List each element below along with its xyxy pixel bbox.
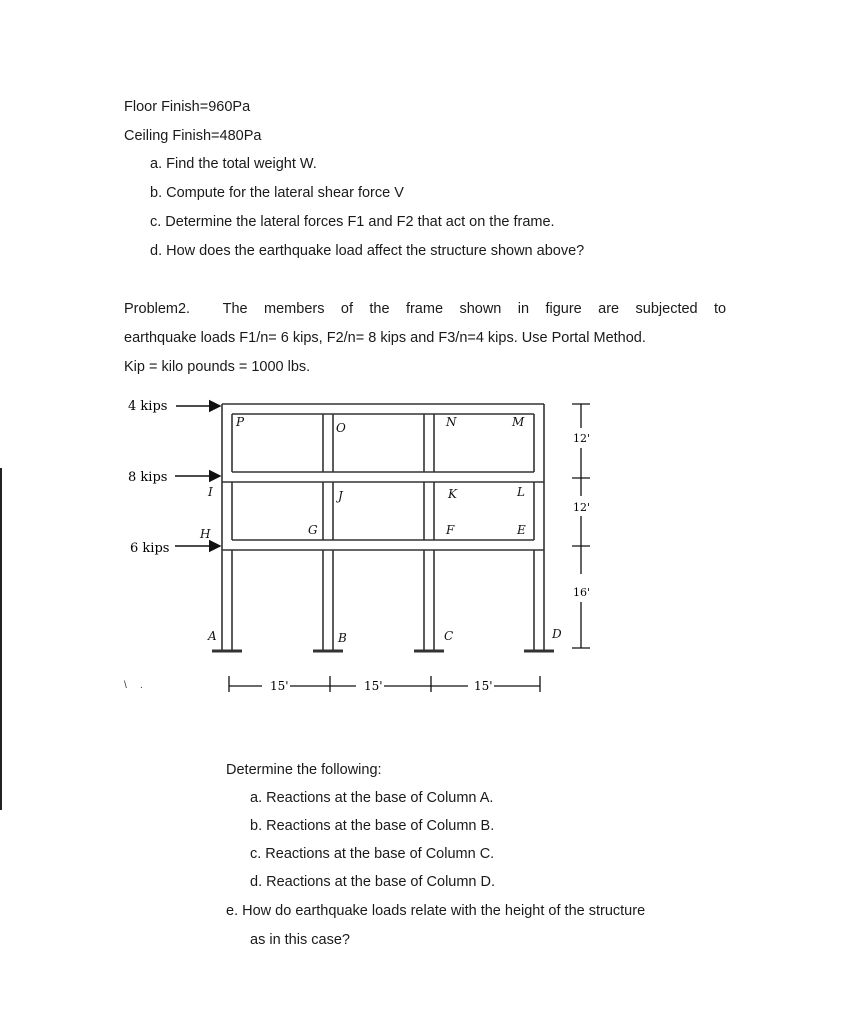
bay-width-1: 15' <box>270 679 289 693</box>
question-c: c. Determine the lateral forces F1 and F2 that act on the frame. <box>150 214 555 230</box>
determine-item-c: c. Reactions at the base of Column C. <box>250 846 495 862</box>
load-8-kips: 8 kips <box>128 470 168 485</box>
joint-f: F <box>446 523 455 537</box>
joint-a: A <box>208 629 217 643</box>
joint-g: G <box>308 523 318 537</box>
question-d: d. How does the earthquake load affect the structure shown above? <box>150 243 585 259</box>
joint-e: E <box>517 523 526 537</box>
bay-width-3: 15' <box>474 679 493 693</box>
joint-m: M <box>512 415 525 429</box>
determine-item-e-line2: as in this case? <box>250 932 350 948</box>
problem2-line2: earthquake loads F1/n= 6 kips, F2/n= 8 kips and F3/n=4 kips. Use Portal Method. <box>124 330 646 346</box>
floor-finish-text: Floor Finish=960Pa <box>124 99 251 115</box>
determine-item-b: b. Reactions at the base of Column B. <box>250 818 495 834</box>
scan-edge-bar <box>0 468 2 810</box>
scan-speck: \ <box>124 680 127 691</box>
determine-heading: Determine the following: <box>226 762 382 778</box>
joint-h: H <box>200 527 211 541</box>
question-a: a. Find the total weight W. <box>150 156 317 172</box>
joint-d: D <box>552 627 562 641</box>
load-4-kips: 4 kips <box>128 399 168 414</box>
joint-p: P <box>236 415 245 429</box>
joint-o: O <box>336 421 346 435</box>
bay-width-2: 15' <box>364 679 383 693</box>
determine-item-e-line1: e. How do earthquake loads relate with the height of the structure <box>226 903 646 919</box>
question-b: b. Compute for the lateral shear force V <box>150 185 404 201</box>
joint-b: B <box>338 631 347 645</box>
load-6-kips: 6 kips <box>130 541 170 556</box>
story-height-2: 12' <box>573 501 591 514</box>
ceiling-finish-text: Ceiling Finish=480Pa <box>124 128 262 144</box>
joint-j: J <box>338 489 343 503</box>
story-height-3: 16' <box>573 586 591 599</box>
frame-members <box>222 404 544 650</box>
frame-diagram <box>0 385 846 705</box>
problem2-line3: Kip = kilo pounds = 1000 lbs. <box>124 359 311 375</box>
load-arrows <box>175 406 220 546</box>
joint-l: L <box>517 485 525 499</box>
problem2-line1: Problem2. The members of the frame shown in figure are subjected to <box>124 301 727 317</box>
story-height-1: 12' <box>573 432 591 445</box>
joint-n: N <box>446 415 457 429</box>
scan-speck-dot: . <box>140 680 143 691</box>
joint-k: K <box>448 487 457 501</box>
joint-i: I <box>208 485 213 499</box>
determine-item-a: a. Reactions at the base of Column A. <box>250 790 494 806</box>
determine-item-d: d. Reactions at the base of Column D. <box>250 874 496 890</box>
joint-c: C <box>444 629 454 643</box>
